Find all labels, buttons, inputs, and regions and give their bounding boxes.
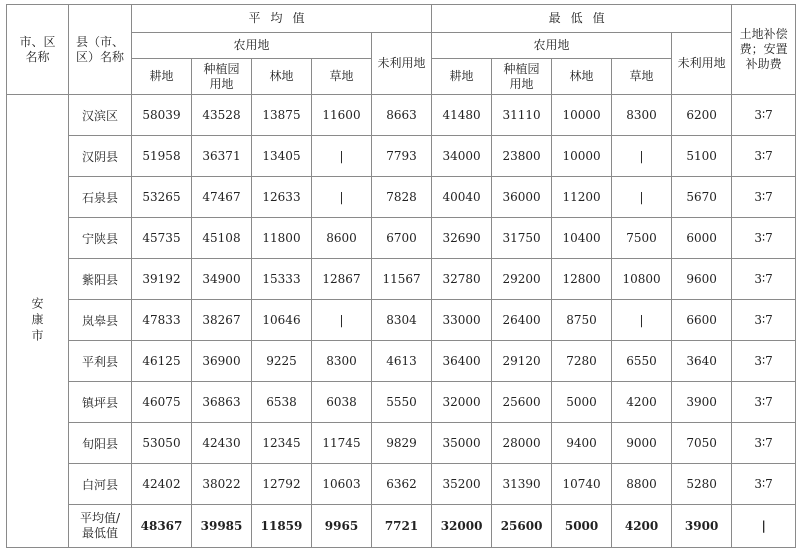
table-row [7,341,796,382]
minimum-cultivated-cell: 32690 [432,218,492,259]
minimum-grassland-header: 草地 [612,59,672,95]
compensation-ratio-cell: 3∶7 [732,382,796,423]
minimum-plantation-cell: 31390 [492,464,552,505]
table-row [7,136,796,177]
minimum-plantation-cell: 36000 [492,177,552,218]
county-name-cell: 镇坪县 [69,382,132,423]
average-plantation-header: 种植园 用地 [192,59,252,95]
minimum-farmland-header: 农用地 [432,33,672,59]
minimum-cultivated-cell: 33000 [432,300,492,341]
average-unused-land-cell: 6700 [372,218,432,259]
summary-average-unused-land-cell: 7721 [372,505,432,548]
minimum-forest-cell: 11200 [552,177,612,218]
table-row [7,382,796,423]
table-header [7,5,796,95]
minimum-plantation-cell: 28000 [492,423,552,464]
compensation-ratio-cell: 3∶7 [732,177,796,218]
minimum-grassland-cell: | [612,177,672,218]
average-cultivated-cell: 39192 [132,259,192,300]
compensation-ratio-cell: 3∶7 [732,218,796,259]
table-row [7,177,796,218]
minimum-plantation-cell: 29200 [492,259,552,300]
minimum-forest-cell: 12800 [552,259,612,300]
compensation-ratio-cell: 3∶7 [732,136,796,177]
minimum-grassland-cell: 10800 [612,259,672,300]
average-unused-land-cell: 11567 [372,259,432,300]
average-group-header: 平均值 [132,5,432,33]
county-name-cell: 紫阳县 [69,259,132,300]
average-grassland-cell: 10603 [312,464,372,505]
average-unused-land-cell: 4613 [372,341,432,382]
table-row [7,464,796,505]
table-row [7,423,796,464]
minimum-cultivated-cell: 32780 [432,259,492,300]
average-forest-cell: 13405 [252,136,312,177]
summary-minimum-forest-cell: 5000 [552,505,612,548]
table-body [7,95,796,548]
minimum-unused-land-cell: 3900 [672,382,732,423]
average-plantation-cell: 38267 [192,300,252,341]
average-plantation-cell: 34900 [192,259,252,300]
average-grassland-cell: 12867 [312,259,372,300]
summary-average-forest-cell: 11859 [252,505,312,548]
minimum-forest-cell: 7280 [552,341,612,382]
minimum-forest-cell: 10000 [552,136,612,177]
minimum-grassland-cell: | [612,136,672,177]
average-unused-land-header: 未利用地 [372,33,432,95]
land-compensation-table [6,4,796,548]
minimum-plantation-cell: 31750 [492,218,552,259]
minimum-plantation-cell: 26400 [492,300,552,341]
minimum-forest-cell: 10400 [552,218,612,259]
average-plantation-cell: 42430 [192,423,252,464]
average-cultivated-cell: 47833 [132,300,192,341]
minimum-grassland-cell: 4200 [612,382,672,423]
county-name-cell: 汉滨区 [69,95,132,136]
average-grassland-cell: | [312,177,372,218]
minimum-unused-land-cell: 3640 [672,341,732,382]
average-grassland-cell: 6038 [312,382,372,423]
summary-row [7,505,796,548]
average-unused-land-cell: 5550 [372,382,432,423]
county-column-header: 县（市、 区）名称 [69,5,132,95]
average-unused-land-cell: 7793 [372,136,432,177]
summary-minimum-plantation-cell: 25600 [492,505,552,548]
minimum-plantation-cell: 29120 [492,341,552,382]
average-forest-cell: 11800 [252,218,312,259]
average-unused-land-cell: 6362 [372,464,432,505]
average-grassland-header: 草地 [312,59,372,95]
minimum-plantation-header: 种植园 用地 [492,59,552,95]
summary-average-grassland-cell: 9965 [312,505,372,548]
city-column-header: 市、区 名称 [7,5,69,95]
average-forest-cell: 13875 [252,95,312,136]
average-plantation-cell: 36900 [192,341,252,382]
average-unused-land-cell: 8304 [372,300,432,341]
average-grassland-cell: 11745 [312,423,372,464]
average-cultivated-cell: 53265 [132,177,192,218]
county-name-cell: 石泉县 [69,177,132,218]
average-cultivated-cell: 53050 [132,423,192,464]
minimum-forest-cell: 8750 [552,300,612,341]
minimum-grassland-cell: 9000 [612,423,672,464]
average-cultivated-cell: 45735 [132,218,192,259]
summary-minimum-grassland-cell: 4200 [612,505,672,548]
minimum-forest-header: 林地 [552,59,612,95]
minimum-unused-land-header: 未利用地 [672,33,732,95]
minimum-cultivated-cell: 35200 [432,464,492,505]
compensation-ratio-cell: 3∶7 [732,341,796,382]
table-row [7,259,796,300]
average-plantation-cell: 43528 [192,95,252,136]
minimum-plantation-cell: 23800 [492,136,552,177]
average-forest-cell: 12792 [252,464,312,505]
average-unused-land-cell: 8663 [372,95,432,136]
average-plantation-cell: 47467 [192,177,252,218]
minimum-forest-cell: 5000 [552,382,612,423]
average-forest-cell: 10646 [252,300,312,341]
minimum-unused-land-cell: 6600 [672,300,732,341]
minimum-cultivated-cell: 34000 [432,136,492,177]
summary-average-cultivated-cell: 48367 [132,505,192,548]
minimum-forest-cell: 9400 [552,423,612,464]
average-cultivated-cell: 46125 [132,341,192,382]
average-grassland-cell: 11600 [312,95,372,136]
average-cultivated-cell: 58039 [132,95,192,136]
compensation-ratio-cell: 3∶7 [732,464,796,505]
average-forest-cell: 9225 [252,341,312,382]
minimum-plantation-cell: 31110 [492,95,552,136]
average-cultivated-cell: 42402 [132,464,192,505]
average-plantation-cell: 36371 [192,136,252,177]
average-unused-land-cell: 7828 [372,177,432,218]
summary-ratio-cell: | [732,505,796,548]
minimum-unused-land-cell: 6200 [672,95,732,136]
compensation-ratio-cell: 3∶7 [732,95,796,136]
average-unused-land-cell: 9829 [372,423,432,464]
county-name-cell: 旬阳县 [69,423,132,464]
table-row [7,218,796,259]
compensation-ratio-cell: 3∶7 [732,259,796,300]
minimum-cultivated-cell: 40040 [432,177,492,218]
minimum-unused-land-cell: 7050 [672,423,732,464]
county-name-cell: 白河县 [69,464,132,505]
average-forest-cell: 15333 [252,259,312,300]
compensation-ratio-header: 土地补偿 费；安置 补助费 [732,5,796,95]
county-name-cell: 宁陕县 [69,218,132,259]
average-grassland-cell: 8300 [312,341,372,382]
average-forest-cell: 12633 [252,177,312,218]
minimum-forest-cell: 10740 [552,464,612,505]
table-row [7,95,796,136]
average-forest-cell: 12345 [252,423,312,464]
minimum-cultivated-cell: 41480 [432,95,492,136]
county-name-cell: 汉阴县 [69,136,132,177]
average-farmland-header: 农用地 [132,33,372,59]
minimum-cultivated-cell: 35000 [432,423,492,464]
minimum-grassland-cell: 8800 [612,464,672,505]
minimum-cultivated-cell: 32000 [432,382,492,423]
average-cultivated-header: 耕地 [132,59,192,95]
average-cultivated-cell: 51958 [132,136,192,177]
minimum-grassland-cell: | [612,300,672,341]
minimum-group-header: 最低值 [432,5,732,33]
minimum-unused-land-cell: 9600 [672,259,732,300]
compensation-ratio-cell: 3∶7 [732,423,796,464]
average-forest-header: 林地 [252,59,312,95]
average-plantation-cell: 45108 [192,218,252,259]
minimum-grassland-cell: 7500 [612,218,672,259]
summary-label-cell: 平均值/ 最低值 [69,505,132,548]
minimum-unused-land-cell: 6000 [672,218,732,259]
compensation-ratio-cell: 3∶7 [732,300,796,341]
average-forest-cell: 6538 [252,382,312,423]
average-grassland-cell: | [312,136,372,177]
city-name-cell: 安康市 [7,95,69,548]
summary-average-plantation-cell: 39985 [192,505,252,548]
minimum-grassland-cell: 8300 [612,95,672,136]
minimum-unused-land-cell: 5280 [672,464,732,505]
minimum-forest-cell: 10000 [552,95,612,136]
average-grassland-cell: | [312,300,372,341]
average-plantation-cell: 38022 [192,464,252,505]
summary-minimum-unused-land-cell: 3900 [672,505,732,548]
minimum-unused-land-cell: 5100 [672,136,732,177]
minimum-plantation-cell: 25600 [492,382,552,423]
summary-minimum-cultivated-cell: 32000 [432,505,492,548]
average-grassland-cell: 8600 [312,218,372,259]
minimum-grassland-cell: 6550 [612,341,672,382]
minimum-cultivated-header: 耕地 [432,59,492,95]
minimum-unused-land-cell: 5670 [672,177,732,218]
county-name-cell: 岚皋县 [69,300,132,341]
average-plantation-cell: 36863 [192,382,252,423]
county-name-cell: 平利县 [69,341,132,382]
average-cultivated-cell: 46075 [132,382,192,423]
minimum-cultivated-cell: 36400 [432,341,492,382]
table-row [7,300,796,341]
